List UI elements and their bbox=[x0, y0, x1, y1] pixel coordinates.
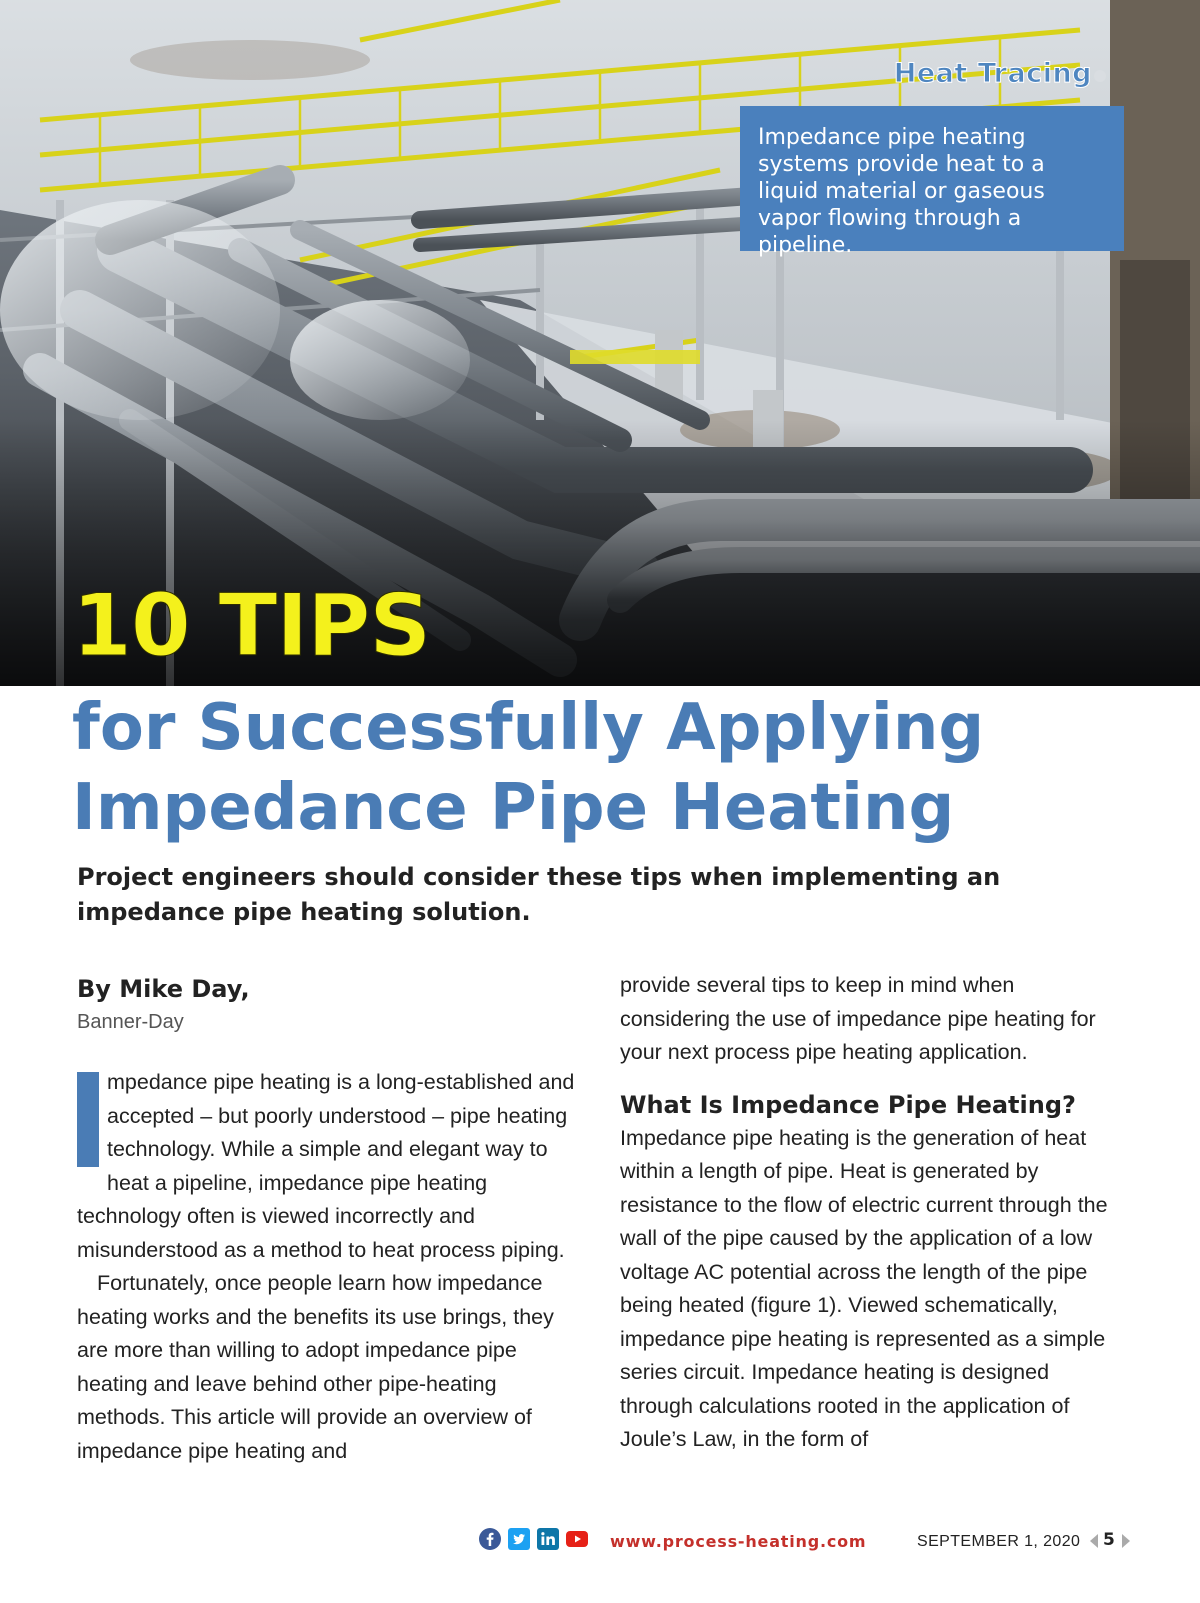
paragraph-3: provide several tips to keep in mind when considering the use of impedance pipe heating for your next process pipe heating application. bbox=[620, 973, 1096, 1064]
headline-big-number: 10 TIPS bbox=[72, 576, 431, 676]
issue-date: SEPTEMBER 1, 2020 bbox=[917, 1533, 1081, 1550]
paragraph-intro-text: mpedance pipe heating is a long-established and accepted – but poorly understood – pipe heating technology. While a simple and elegant way to heat a pipeline, impedance pipe heating technology often is viewed incorrectly and misunderstood as a method to heat process piping. bbox=[77, 1070, 575, 1262]
section-tag-dot-icon bbox=[1094, 70, 1106, 82]
photo-caption: Impedance pipe heating systems provide heat to a liquid material or gaseous vapor flowing through a pipeline. bbox=[740, 106, 1124, 251]
section-subhead: What Is Impedance Pipe Heating? bbox=[620, 1090, 1076, 1119]
paragraph-2: Fortunately, once people learn how impedance heating works and the benefits its use brings, they are more than willing to adopt impedance pipe heating and leave behind other pipe-heating methods. This article will provide an overview of impedance pipe heating and bbox=[77, 1271, 554, 1463]
byline-author: By Mike Day, bbox=[77, 975, 250, 1003]
drop-cap-letter bbox=[77, 1072, 99, 1167]
linkedin-icon[interactable] bbox=[537, 1528, 559, 1550]
headline-line-1: for Successfully Applying bbox=[72, 691, 985, 765]
twitter-icon[interactable] bbox=[508, 1528, 530, 1550]
headline-line-2: Impedance Pipe Heating bbox=[72, 771, 955, 845]
facebook-icon[interactable] bbox=[479, 1528, 501, 1550]
page-footer bbox=[0, 1520, 1200, 1560]
article-column-1 bbox=[77, 1066, 577, 1468]
page-number: 5 bbox=[1103, 1530, 1115, 1550]
paragraph-4: Impedance pipe heating is the generation of heat within a length of pipe. Heat is generated by resistance to the flow of electric current through the wall of the pipe caused by the application of a low voltage AC potential across the length of the pipe being heated (figure 1). Viewed schematically, impedance pipe heating is represented as a simple series circuit. Impedance heating is designed through calculations rooted in the application of Joule’s Law, in the form of bbox=[620, 1125, 1108, 1451]
paragraph-intro bbox=[77, 1066, 577, 1267]
hero-photo bbox=[0, 0, 1200, 686]
youtube-icon[interactable] bbox=[566, 1528, 588, 1550]
section-tag: Heat Tracing bbox=[893, 58, 1092, 89]
article-dek: Project engineers should consider these tips when implementing an impedance pipe heating solution. bbox=[77, 863, 1001, 926]
byline-affiliation: Banner-Day bbox=[77, 1011, 184, 1033]
website-url-link[interactable]: www.process-heating.com bbox=[610, 1532, 867, 1551]
next-page-arrow-icon[interactable] bbox=[1122, 1534, 1130, 1548]
prev-page-arrow-icon[interactable] bbox=[1090, 1534, 1098, 1548]
headline bbox=[72, 688, 1172, 848]
article-column-2 bbox=[620, 969, 1125, 1457]
